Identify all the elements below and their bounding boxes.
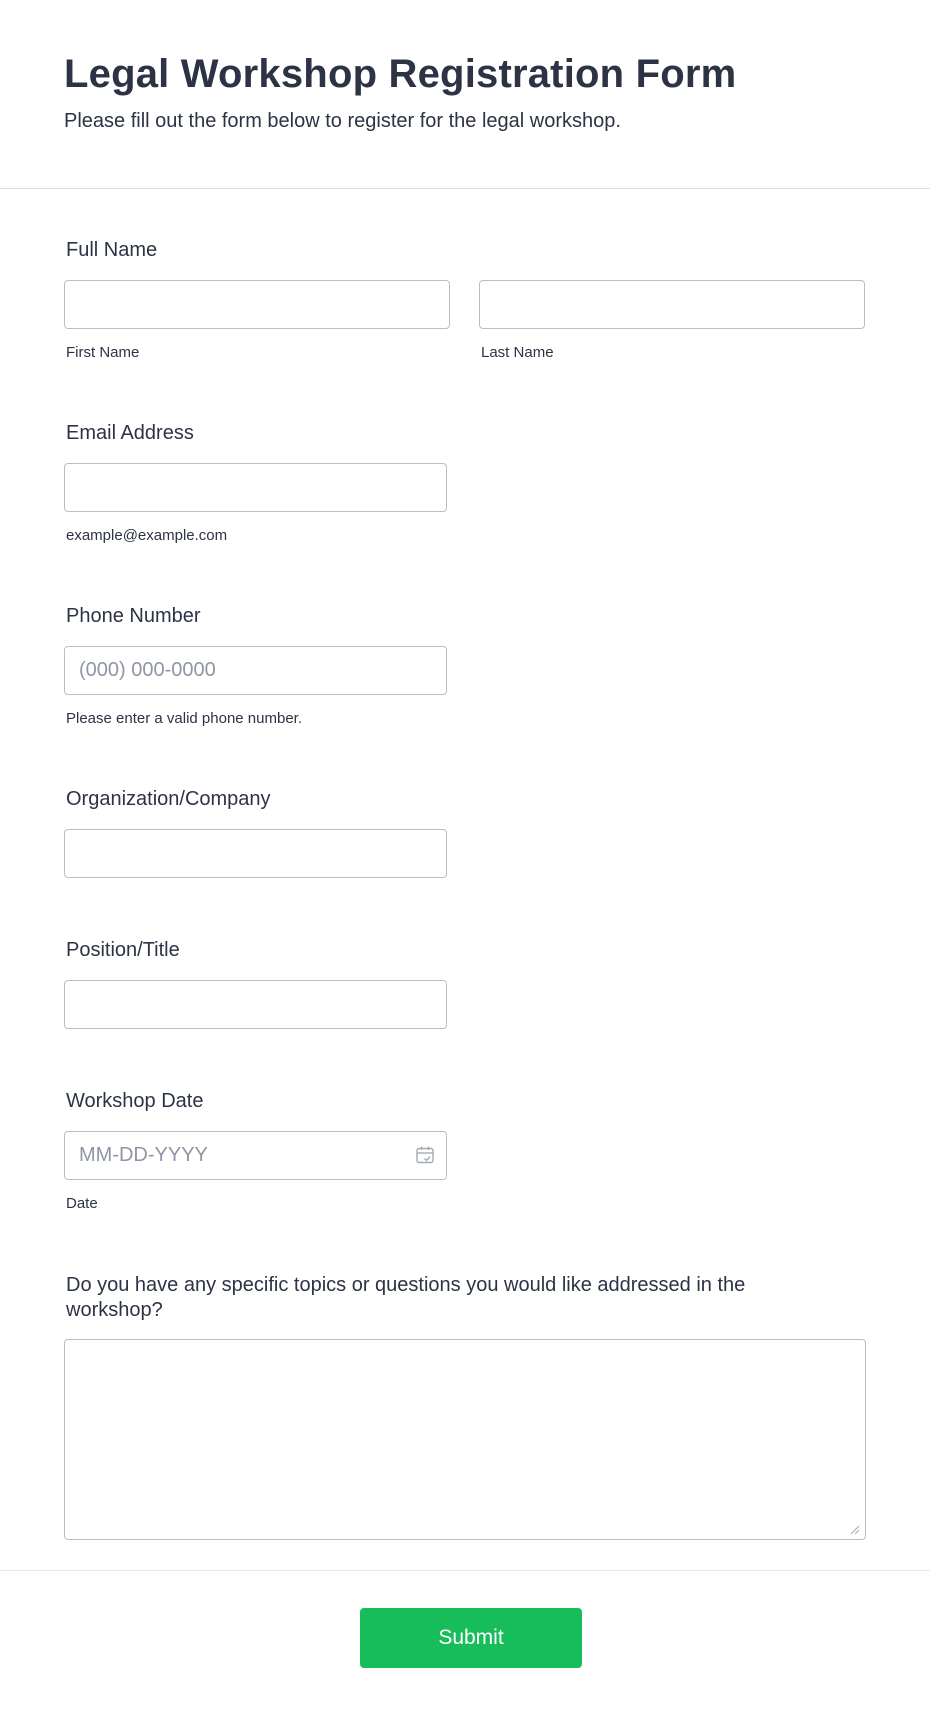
first-name-sublabel: First Name bbox=[66, 344, 140, 361]
position-input[interactable] bbox=[64, 980, 447, 1029]
email-label: Email Address bbox=[66, 422, 194, 444]
email-input[interactable] bbox=[64, 463, 447, 512]
last-name-input[interactable] bbox=[479, 280, 865, 329]
email-sublabel: example@example.com bbox=[66, 527, 228, 544]
topics-textarea[interactable] bbox=[64, 1339, 866, 1540]
footer-divider bbox=[0, 1570, 930, 1571]
organization-label: Organization/Company bbox=[66, 788, 271, 810]
first-name-input[interactable] bbox=[64, 280, 450, 329]
phone-label: Phone Number bbox=[66, 605, 201, 627]
full-name-label: Full Name bbox=[66, 239, 158, 261]
workshop-date-label: Workshop Date bbox=[66, 1090, 204, 1112]
form-subtitle: Please fill out the form below to register for the legal workshop. bbox=[64, 110, 621, 132]
organization-input[interactable] bbox=[64, 829, 447, 878]
position-label: Position/Title bbox=[66, 939, 180, 961]
workshop-date-input[interactable] bbox=[64, 1131, 447, 1180]
phone-sublabel: Please enter a valid phone number. bbox=[66, 710, 302, 727]
calendar-icon[interactable] bbox=[415, 1145, 435, 1165]
phone-input[interactable] bbox=[64, 646, 447, 695]
topics-label: Do you have any specific topics or questions you would like addressed in the workshop? bbox=[66, 1274, 746, 1321]
resize-handle-icon[interactable] bbox=[848, 1522, 860, 1534]
submit-button[interactable]: Submit bbox=[360, 1608, 582, 1668]
form-title: Legal Workshop Registration Form bbox=[64, 52, 737, 96]
form-header bbox=[0, 0, 930, 189]
last-name-sublabel: Last Name bbox=[481, 344, 554, 361]
workshop-date-sublabel: Date bbox=[66, 1195, 98, 1212]
workshop-date-field bbox=[64, 1131, 447, 1180]
